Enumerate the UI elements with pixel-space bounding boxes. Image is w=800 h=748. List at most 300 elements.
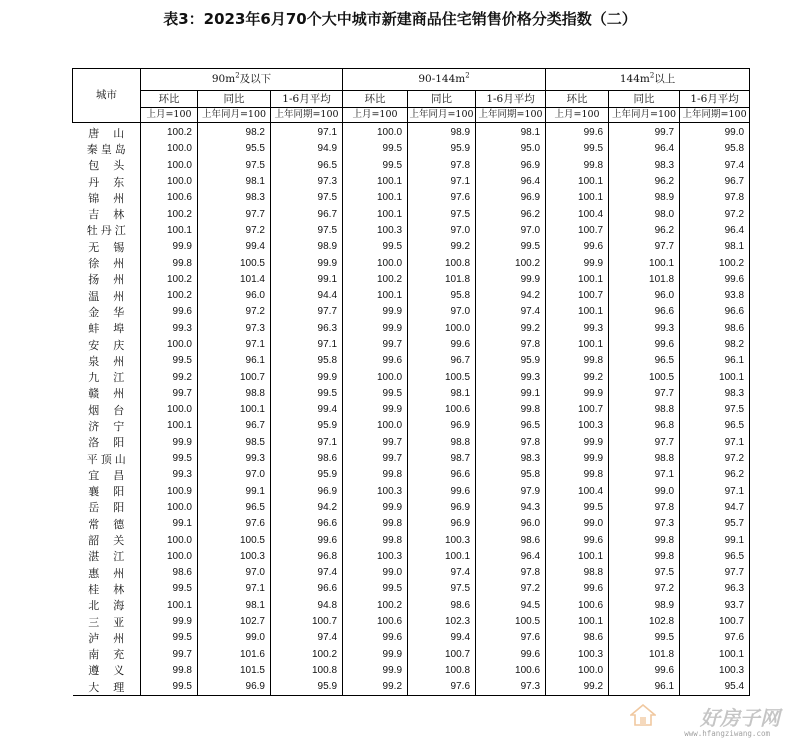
city-name: 赣州 — [88, 387, 139, 401]
index-value-cell: 100.2 — [343, 598, 408, 614]
index-value-cell: 98.1 — [680, 239, 750, 255]
index-value-cell: 99.6 — [546, 123, 609, 142]
city-name: 洛阳 — [88, 436, 139, 450]
index-value-cell: 97.5 — [271, 190, 343, 206]
index-value-cell: 97.5 — [198, 158, 271, 174]
index-value-cell: 99.5 — [546, 500, 609, 516]
table-row — [73, 402, 750, 418]
index-value-cell: 99.1 — [271, 272, 343, 288]
index-value-cell: 100.3 — [343, 549, 408, 565]
table-row — [73, 565, 750, 581]
index-value-cell: 96.0 — [609, 288, 680, 304]
table-row — [73, 549, 750, 565]
index-value-cell: 99.9 — [343, 402, 408, 418]
index-value-cell: 96.5 — [680, 549, 750, 565]
index-value-cell: 96.0 — [476, 516, 546, 532]
index-value-cell: 97.3 — [198, 321, 271, 337]
index-value-cell: 97.7 — [609, 239, 680, 255]
index-value-cell: 100.3 — [343, 223, 408, 239]
city-name: 安庆 — [88, 338, 139, 352]
index-value-cell: 100.6 — [343, 614, 408, 630]
index-value-cell: 94.9 — [271, 141, 343, 157]
index-value-cell: 99.5 — [476, 239, 546, 255]
city-name: 唐山 — [88, 126, 139, 140]
index-value-cell: 99.5 — [141, 353, 198, 369]
index-value-cell: 95.9 — [271, 679, 343, 696]
index-value-cell: 98.1 — [198, 598, 271, 614]
index-value-cell: 98.9 — [408, 123, 476, 142]
city-name: 扬州 — [88, 273, 139, 287]
table-row — [73, 369, 750, 385]
index-value-cell: 98.8 — [546, 565, 609, 581]
index-value-cell: 99.8 — [546, 353, 609, 369]
index-value-cell: 96.4 — [680, 223, 750, 239]
city-name: 蚌埠 — [88, 322, 139, 336]
index-value-cell: 96.7 — [680, 174, 750, 190]
index-value-cell: 97.1 — [198, 337, 271, 353]
index-value-cell: 97.5 — [408, 581, 476, 597]
index-value-cell: 98.7 — [408, 451, 476, 467]
index-value-cell: 97.2 — [609, 581, 680, 597]
index-value-cell: 98.2 — [680, 337, 750, 353]
base-column-header: 上月=100 — [546, 108, 609, 123]
index-value-cell: 99.1 — [476, 386, 546, 402]
index-value-cell: 98.1 — [198, 174, 271, 190]
index-value-cell: 98.3 — [476, 451, 546, 467]
index-value-cell: 101.8 — [408, 272, 476, 288]
index-value-cell: 99.6 — [680, 272, 750, 288]
index-value-cell: 98.2 — [198, 123, 271, 142]
index-value-cell: 97.4 — [271, 565, 343, 581]
index-value-cell: 99.5 — [141, 679, 198, 696]
index-value-cell: 98.0 — [609, 206, 680, 222]
index-value-cell: 100.0 — [141, 549, 198, 565]
watermark — [630, 700, 780, 738]
sub-column-header: 环比 — [343, 91, 408, 108]
index-value-cell: 97.5 — [609, 565, 680, 581]
index-value-cell: 98.8 — [609, 402, 680, 418]
index-value-cell: 99.9 — [546, 386, 609, 402]
index-value-cell: 94.2 — [476, 288, 546, 304]
index-value-cell: 102.8 — [609, 614, 680, 630]
index-value-cell: 99.7 — [343, 451, 408, 467]
index-value-cell: 99.0 — [343, 565, 408, 581]
index-value-cell: 97.1 — [408, 174, 476, 190]
group-header-medium: $90-144m^2$ — [343, 69, 546, 91]
base-column-header-row — [73, 108, 750, 123]
index-value-cell: 98.1 — [408, 386, 476, 402]
city-name: 金华 — [88, 305, 139, 319]
index-value-cell: 99.9 — [141, 435, 198, 451]
city-name: 无锡 — [88, 240, 139, 254]
index-value-cell: 101.6 — [198, 647, 271, 663]
index-value-cell: 99.0 — [198, 630, 271, 646]
index-value-cell: 97.8 — [408, 158, 476, 174]
index-value-cell: 99.4 — [408, 630, 476, 646]
index-value-cell: 95.8 — [476, 467, 546, 483]
index-value-cell: 96.8 — [271, 549, 343, 565]
index-value-cell: 100.1 — [546, 304, 609, 320]
group-header-small: $90m^2$及以下 — [141, 69, 343, 91]
index-value-cell: 99.7 — [141, 386, 198, 402]
base-column-header: 上月=100 — [141, 108, 198, 123]
index-value-cell: 100.5 — [198, 532, 271, 548]
index-value-cell: 98.6 — [141, 565, 198, 581]
index-value-cell: 100.1 — [343, 206, 408, 222]
index-value-cell: 96.9 — [476, 158, 546, 174]
index-value-cell: 100.0 — [141, 337, 198, 353]
index-value-cell: 97.1 — [271, 123, 343, 142]
index-value-cell: 100.5 — [198, 255, 271, 271]
index-value-cell: 99.4 — [198, 239, 271, 255]
index-value-cell: 98.1 — [476, 123, 546, 142]
table-row — [73, 353, 750, 369]
index-value-cell: 99.6 — [609, 337, 680, 353]
index-value-cell: 100.1 — [141, 223, 198, 239]
city-name: 烟台 — [88, 403, 139, 417]
index-value-cell: 97.0 — [408, 223, 476, 239]
base-column-header: 上年同月=100 — [198, 108, 271, 123]
index-value-cell: 96.8 — [609, 418, 680, 434]
index-value-cell: 96.5 — [198, 500, 271, 516]
index-value-cell: 99.9 — [343, 647, 408, 663]
index-value-cell: 99.6 — [271, 532, 343, 548]
index-value-cell: 101.5 — [198, 663, 271, 679]
index-value-cell: 96.3 — [271, 321, 343, 337]
index-value-cell: 99.1 — [680, 532, 750, 548]
index-value-cell: 99.2 — [546, 679, 609, 696]
index-value-cell: 99.0 — [680, 123, 750, 142]
index-value-cell: 99.9 — [141, 614, 198, 630]
index-value-cell: 97.6 — [476, 630, 546, 646]
index-value-cell: 98.9 — [609, 190, 680, 206]
index-value-cell: 100.0 — [546, 663, 609, 679]
index-value-cell: 100.3 — [546, 647, 609, 663]
index-value-cell: 97.8 — [476, 435, 546, 451]
index-value-cell: 100.6 — [408, 402, 476, 418]
index-value-cell: 94.8 — [271, 598, 343, 614]
index-value-cell: 97.2 — [198, 223, 271, 239]
table-row — [73, 500, 750, 516]
city-name: 襄阳 — [88, 485, 139, 499]
city-name: 秦皇岛 — [86, 142, 129, 156]
index-value-cell: 100.5 — [609, 369, 680, 385]
city-name: 宜昌 — [88, 468, 139, 482]
index-value-cell: 100.6 — [476, 663, 546, 679]
index-value-cell: 100.5 — [408, 369, 476, 385]
index-value-cell: 97.1 — [609, 467, 680, 483]
index-value-cell: 99.6 — [546, 239, 609, 255]
index-value-cell: 100.1 — [546, 272, 609, 288]
index-value-cell: 99.2 — [476, 321, 546, 337]
index-value-cell: 100.0 — [141, 141, 198, 157]
city-name: 惠州 — [88, 566, 139, 580]
index-value-cell: 95.4 — [680, 679, 750, 696]
index-value-cell: 99.6 — [408, 484, 476, 500]
index-value-cell: 96.9 — [408, 500, 476, 516]
index-value-cell: 96.7 — [408, 353, 476, 369]
index-value-cell: 100.1 — [408, 549, 476, 565]
base-column-header: 上年同期=100 — [680, 108, 750, 123]
city-name: 平顶山 — [86, 452, 129, 466]
city-name: 南充 — [88, 648, 139, 662]
index-value-cell: 100.2 — [271, 647, 343, 663]
index-value-cell: 95.8 — [271, 353, 343, 369]
index-value-cell: 97.9 — [476, 484, 546, 500]
table-row — [73, 255, 750, 271]
table-row — [73, 516, 750, 532]
index-value-cell: 99.9 — [141, 239, 198, 255]
city-name: 吉林 — [88, 208, 139, 222]
sub-column-header: 同比 — [408, 91, 476, 108]
index-value-cell: 98.8 — [198, 386, 271, 402]
index-value-cell: 98.6 — [271, 451, 343, 467]
index-value-cell: 97.8 — [476, 337, 546, 353]
index-value-cell: 100.1 — [546, 190, 609, 206]
index-value-cell: 99.5 — [343, 386, 408, 402]
index-value-cell: 100.8 — [408, 255, 476, 271]
table-row — [73, 581, 750, 597]
index-value-cell: 100.2 — [141, 206, 198, 222]
index-value-cell: 97.2 — [198, 304, 271, 320]
table-row — [73, 190, 750, 206]
index-value-cell: 99.8 — [343, 516, 408, 532]
index-value-cell: 96.9 — [476, 190, 546, 206]
index-value-cell: 96.2 — [680, 467, 750, 483]
house-logo-icon — [630, 704, 656, 726]
index-value-cell: 97.1 — [271, 435, 343, 451]
group-header-large: $144m^2$以上 — [546, 69, 750, 91]
city-name: 桂林 — [88, 582, 139, 596]
index-value-cell: 100.7 — [271, 614, 343, 630]
index-value-cell: 102.7 — [198, 614, 271, 630]
index-value-cell: 99.9 — [343, 321, 408, 337]
index-value-cell: 100.0 — [343, 369, 408, 385]
index-value-cell: 96.2 — [476, 206, 546, 222]
index-value-cell: 96.2 — [609, 223, 680, 239]
index-value-cell: 96.6 — [408, 467, 476, 483]
index-value-cell: 100.1 — [609, 255, 680, 271]
index-value-cell: 99.5 — [546, 141, 609, 157]
index-value-cell: 98.5 — [198, 435, 271, 451]
index-value-cell: 99.6 — [546, 532, 609, 548]
sub-column-header: 环比 — [546, 91, 609, 108]
index-value-cell: 100.0 — [343, 123, 408, 142]
table-row — [73, 123, 750, 142]
city-name: 常德 — [88, 517, 139, 531]
index-value-cell: 99.1 — [198, 484, 271, 500]
index-value-cell: 100.1 — [198, 402, 271, 418]
index-value-cell: 96.6 — [609, 304, 680, 320]
sub-column-header: 同比 — [609, 91, 680, 108]
index-value-cell: 100.3 — [408, 532, 476, 548]
index-value-cell: 95.5 — [198, 141, 271, 157]
index-value-cell: 100.9 — [141, 484, 198, 500]
index-value-cell: 99.1 — [141, 516, 198, 532]
index-value-cell: 99.5 — [343, 158, 408, 174]
index-value-cell: 99.6 — [609, 663, 680, 679]
index-value-cell: 100.1 — [343, 174, 408, 190]
index-value-cell: 97.5 — [271, 223, 343, 239]
index-value-cell: 97.3 — [271, 174, 343, 190]
index-value-cell: 100.0 — [141, 532, 198, 548]
city-name: 丹东 — [88, 175, 139, 189]
index-value-cell: 100.7 — [546, 223, 609, 239]
price-index-table — [72, 68, 750, 696]
index-value-cell: 99.6 — [408, 337, 476, 353]
index-value-cell: 99.5 — [141, 451, 198, 467]
index-value-cell: 97.3 — [476, 679, 546, 696]
index-value-cell: 99.9 — [343, 304, 408, 320]
city-name: 锦州 — [88, 191, 139, 205]
index-value-cell: 96.6 — [680, 304, 750, 320]
index-value-cell: 100.0 — [343, 418, 408, 434]
index-value-cell: 98.3 — [609, 158, 680, 174]
table-header — [73, 69, 750, 123]
index-value-cell: 96.7 — [198, 418, 271, 434]
index-value-cell: 97.8 — [476, 565, 546, 581]
index-value-cell: 96.4 — [476, 174, 546, 190]
index-value-cell: 99.8 — [609, 549, 680, 565]
index-value-cell: 95.9 — [271, 418, 343, 434]
index-value-cell: 100.3 — [343, 484, 408, 500]
city-name: 徐州 — [88, 257, 139, 271]
index-value-cell: 97.7 — [680, 565, 750, 581]
index-value-cell: 99.6 — [141, 304, 198, 320]
table-row — [73, 337, 750, 353]
index-value-cell: 100.1 — [343, 190, 408, 206]
city-column-header: 城市 — [73, 69, 141, 123]
city-name: 遵义 — [88, 664, 139, 678]
index-value-cell: 99.3 — [609, 321, 680, 337]
index-value-cell: 100.6 — [141, 190, 198, 206]
city-name: 泉州 — [88, 354, 139, 368]
table-row — [73, 532, 750, 548]
index-value-cell: 99.8 — [343, 532, 408, 548]
index-value-cell: 100.3 — [198, 549, 271, 565]
table-row — [73, 418, 750, 434]
index-value-cell: 100.1 — [546, 337, 609, 353]
index-value-cell: 96.6 — [271, 581, 343, 597]
index-value-cell: 99.5 — [343, 141, 408, 157]
table-row — [73, 288, 750, 304]
index-value-cell: 99.5 — [609, 630, 680, 646]
index-value-cell: 95.9 — [476, 353, 546, 369]
index-value-cell: 99.3 — [546, 321, 609, 337]
index-value-cell: 100.1 — [680, 647, 750, 663]
index-value-cell: 96.5 — [609, 353, 680, 369]
index-value-cell: 100.1 — [546, 549, 609, 565]
index-value-cell: 99.9 — [271, 369, 343, 385]
index-value-cell: 100.1 — [343, 288, 408, 304]
index-value-cell: 97.1 — [198, 581, 271, 597]
index-value-cell: 97.1 — [680, 484, 750, 500]
index-value-cell: 99.2 — [343, 679, 408, 696]
index-value-cell: 97.6 — [198, 516, 271, 532]
index-value-cell: 102.3 — [408, 614, 476, 630]
index-value-cell: 99.8 — [343, 467, 408, 483]
index-value-cell: 96.4 — [609, 141, 680, 157]
index-value-cell: 97.7 — [609, 386, 680, 402]
index-value-cell: 98.3 — [198, 190, 271, 206]
index-value-cell: 100.0 — [141, 158, 198, 174]
table-row — [73, 223, 750, 239]
index-value-cell: 94.3 — [476, 500, 546, 516]
table-row — [73, 598, 750, 614]
index-value-cell: 100.1 — [546, 614, 609, 630]
table-row — [73, 386, 750, 402]
index-value-cell: 99.3 — [141, 321, 198, 337]
index-value-cell: 101.8 — [609, 272, 680, 288]
index-value-cell: 99.8 — [546, 467, 609, 483]
sub-column-header: 1-6月平均 — [476, 91, 546, 108]
index-value-cell: 100.7 — [546, 402, 609, 418]
index-value-cell: 96.1 — [198, 353, 271, 369]
index-value-cell: 99.8 — [141, 255, 198, 271]
table-row — [73, 663, 750, 679]
table-row — [73, 158, 750, 174]
base-column-header: 上年同月=100 — [609, 108, 680, 123]
index-value-cell: 100.2 — [680, 255, 750, 271]
index-value-cell: 100.7 — [408, 647, 476, 663]
city-name: 牡丹江 — [86, 224, 129, 238]
index-value-cell: 95.8 — [408, 288, 476, 304]
index-value-cell: 98.3 — [680, 386, 750, 402]
index-value-cell: 101.8 — [609, 647, 680, 663]
table-row — [73, 435, 750, 451]
sub-column-header: 同比 — [198, 91, 271, 108]
index-value-cell: 99.3 — [141, 467, 198, 483]
table-row — [73, 174, 750, 190]
index-value-cell: 100.8 — [408, 663, 476, 679]
index-value-cell: 100.4 — [546, 484, 609, 500]
index-value-cell: 95.8 — [680, 141, 750, 157]
index-value-cell: 96.7 — [271, 206, 343, 222]
index-value-cell: 97.4 — [408, 565, 476, 581]
index-value-cell: 97.4 — [476, 304, 546, 320]
index-value-cell: 100.2 — [141, 123, 198, 142]
index-value-cell: 100.2 — [141, 288, 198, 304]
watermark-url: www.hfangziwang.com — [684, 729, 770, 738]
city-name: 济宁 — [88, 419, 139, 433]
index-value-cell: 97.7 — [609, 435, 680, 451]
index-value-cell: 99.6 — [476, 647, 546, 663]
city-name: 包头 — [88, 159, 139, 173]
index-value-cell: 94.2 — [271, 500, 343, 516]
index-value-cell: 100.6 — [546, 598, 609, 614]
index-value-cell: 99.8 — [609, 532, 680, 548]
table-row — [73, 321, 750, 337]
index-value-cell: 97.5 — [680, 402, 750, 418]
index-value-cell: 99.4 — [271, 402, 343, 418]
index-value-cell: 97.4 — [680, 158, 750, 174]
index-value-cell: 97.7 — [198, 206, 271, 222]
index-value-cell: 99.3 — [476, 369, 546, 385]
index-value-cell: 98.9 — [609, 598, 680, 614]
index-value-cell: 100.1 — [680, 369, 750, 385]
index-value-cell: 100.2 — [343, 272, 408, 288]
index-value-cell: 99.6 — [546, 581, 609, 597]
base-column-header: 上年同期=100 — [476, 108, 546, 123]
index-value-cell: 97.1 — [680, 435, 750, 451]
index-value-cell: 99.3 — [198, 451, 271, 467]
index-value-cell: 99.9 — [546, 451, 609, 467]
index-value-cell: 99.2 — [546, 369, 609, 385]
index-value-cell: 97.1 — [271, 337, 343, 353]
index-value-cell: 97.2 — [680, 451, 750, 467]
index-value-cell: 96.1 — [680, 353, 750, 369]
index-value-cell: 99.0 — [546, 516, 609, 532]
